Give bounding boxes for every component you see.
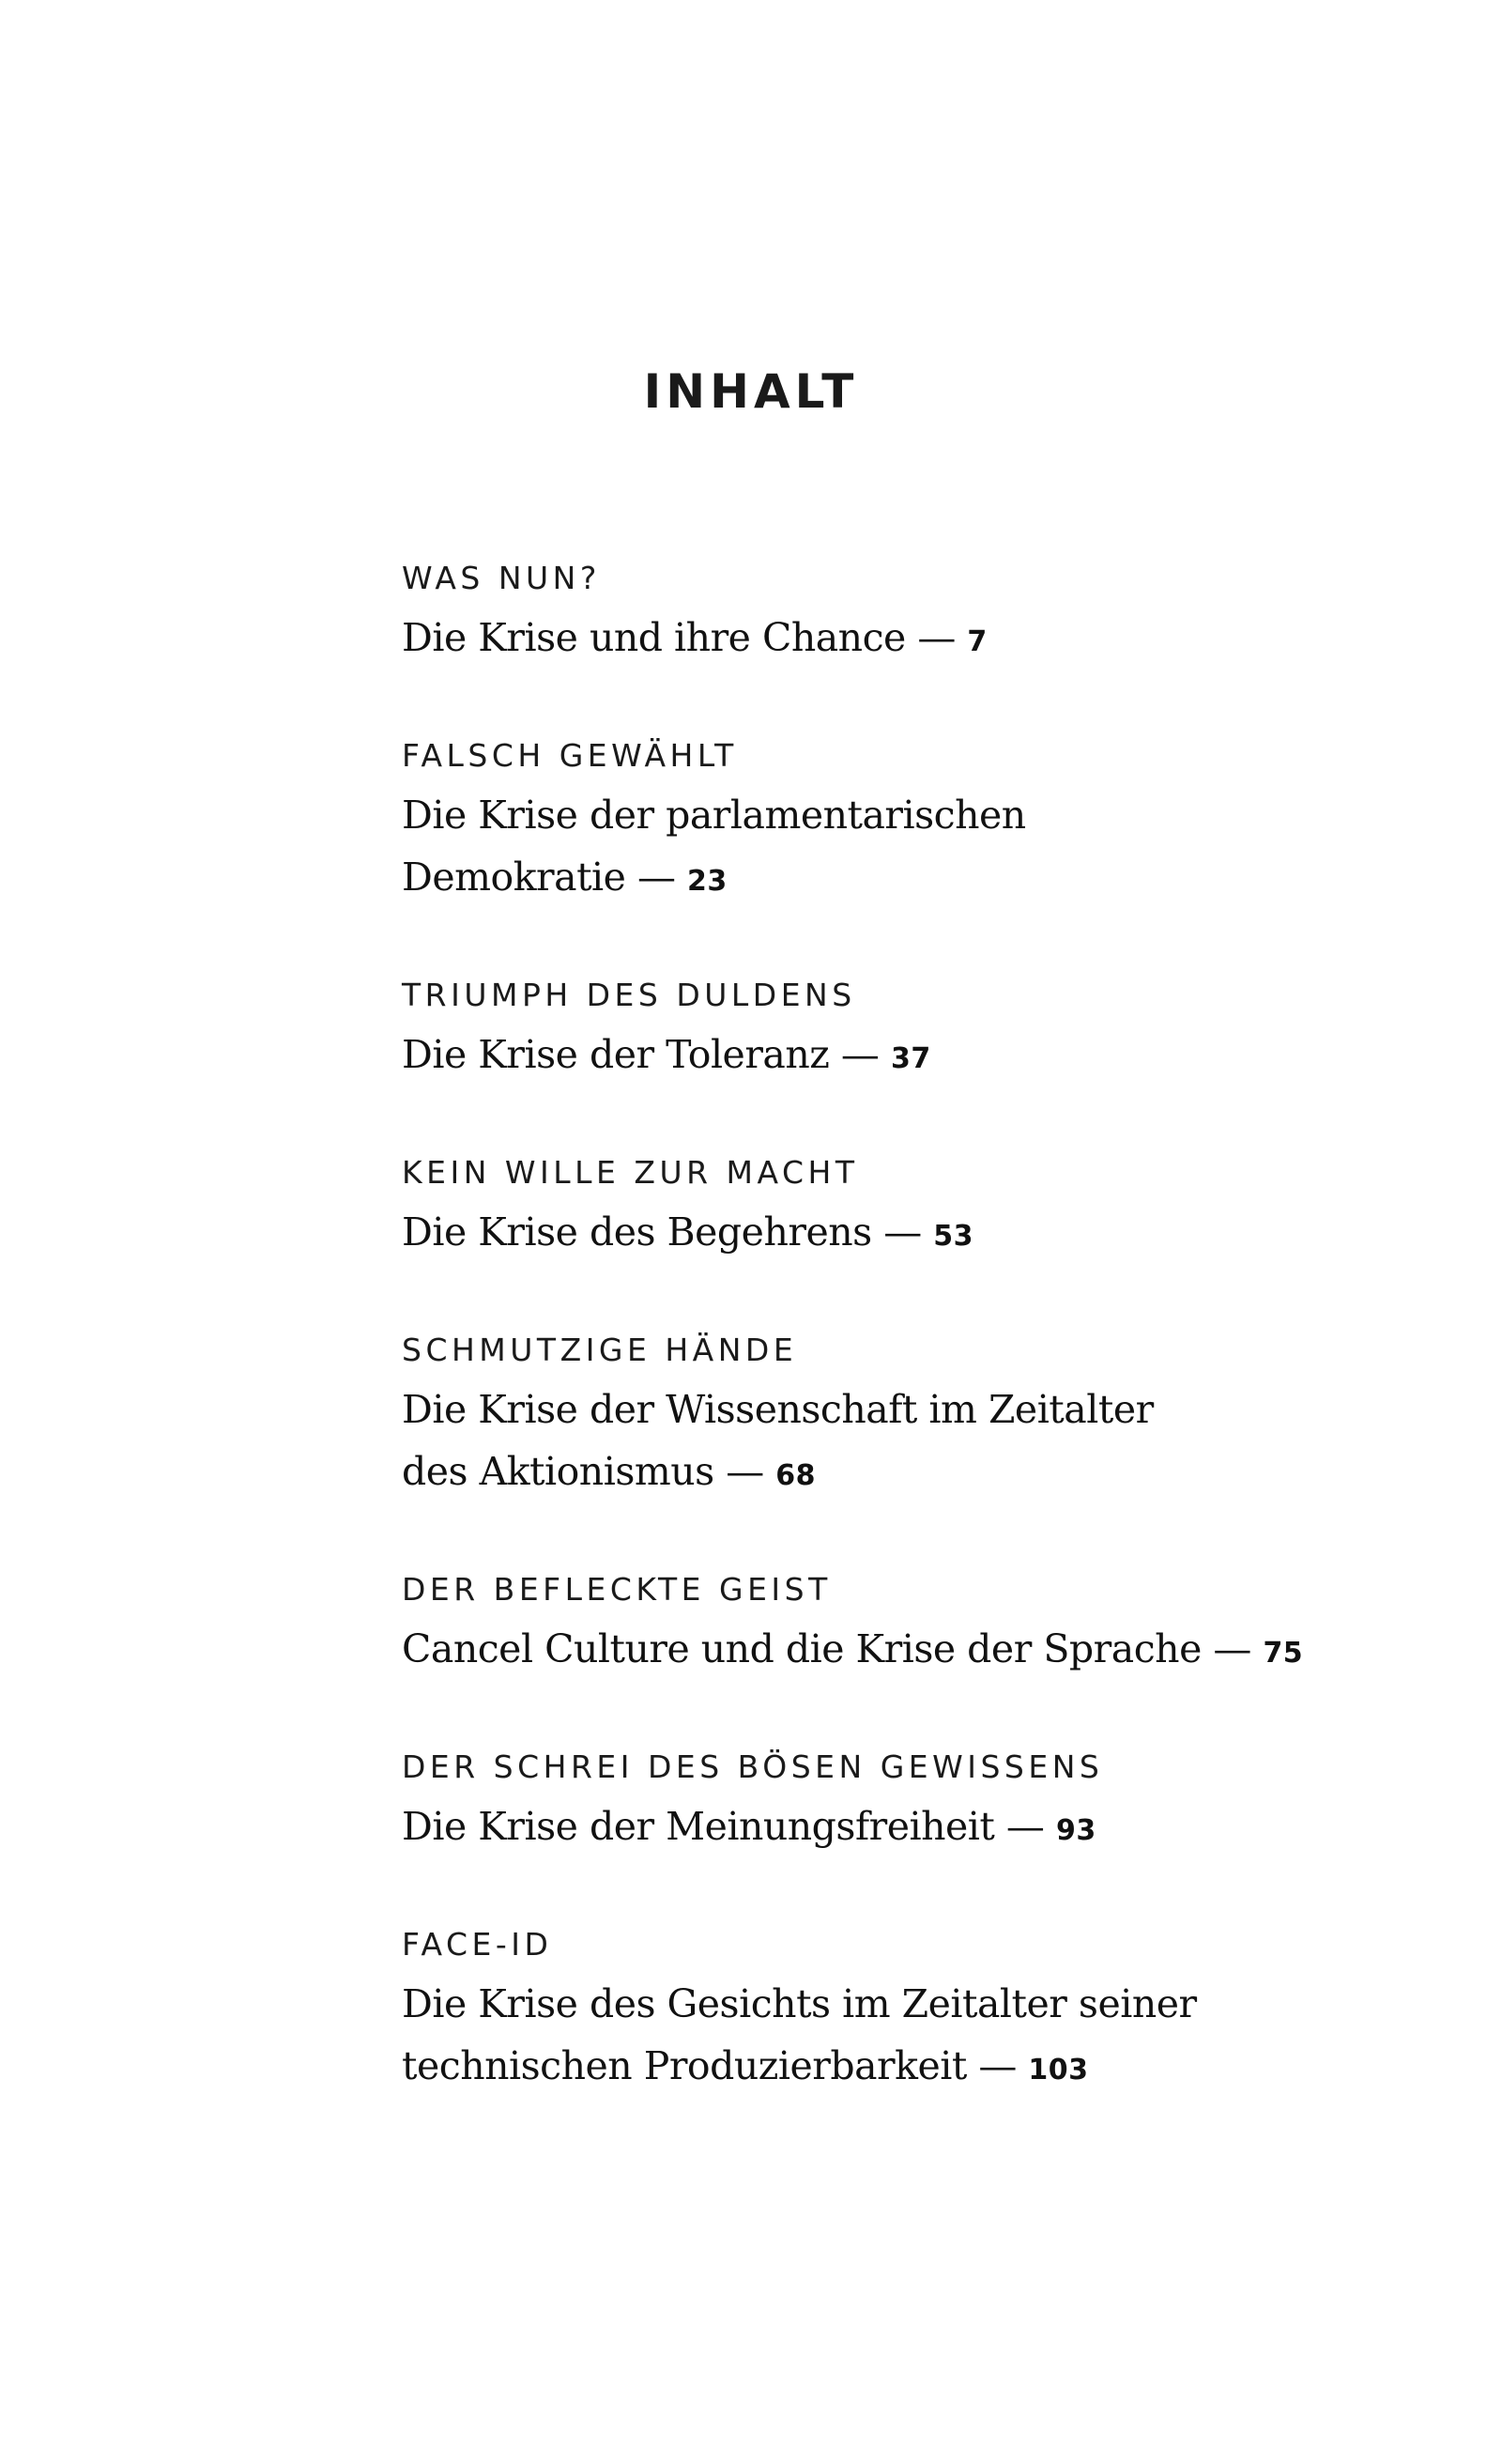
- entry-kicker: FALSCH GEWÄHLT: [402, 737, 738, 774]
- toc-title: INHALT: [643, 364, 859, 419]
- entry-title-line: Die Krise des Begehrens — 53: [402, 1209, 974, 1255]
- dash-separator: —: [883, 1209, 922, 1255]
- toc-entry[interactable]: [402, 1328, 1341, 1507]
- toc-entry[interactable]: [402, 1922, 1341, 2102]
- dash-separator: —: [917, 615, 956, 660]
- entry-kicker: SCHMUTZIGE HÄNDE: [402, 1332, 798, 1368]
- toc-entry[interactable]: [402, 1745, 1341, 1862]
- toc-entry[interactable]: [402, 1150, 1341, 1268]
- entry-kicker: FACE-ID: [402, 1926, 553, 1963]
- dash-separator: —: [840, 1032, 880, 1077]
- page-number: 68: [775, 1459, 817, 1492]
- dash-separator: —: [636, 855, 676, 900]
- entry-kicker: DER SCHREI DES BÖSEN GEWISSENS: [402, 1748, 1104, 1785]
- page-number: 103: [1028, 2054, 1089, 2087]
- toc-entry[interactable]: [402, 973, 1341, 1090]
- entry-title-line: Die Krise und ihre Chance — 7: [402, 615, 988, 660]
- page-number: 93: [1055, 1814, 1096, 1847]
- entry-title-line: Die Krise der Toleranz — 37: [402, 1032, 931, 1077]
- dash-separator: —: [726, 1449, 764, 1494]
- page-number: 75: [1263, 1637, 1304, 1670]
- page-number: 7: [967, 625, 988, 658]
- page-number: 23: [687, 865, 728, 898]
- toc-entry[interactable]: [402, 1567, 1341, 1685]
- entry-title-line: Die Krise der Meinungsfreiheit — 93: [402, 1804, 1096, 1849]
- toc-entry[interactable]: [402, 556, 1341, 673]
- dash-separator: —: [978, 2043, 1017, 2088]
- entry-kicker: TRIUMPH DES DULDENS: [402, 977, 856, 1013]
- entry-title-line: Die Krise der Wissenschaft im Zeitalter: [402, 1387, 1154, 1432]
- entry-kicker: DER BEFLECKTE GEIST: [402, 1571, 832, 1608]
- entry-title-line: Cancel Culture und die Krise der Sprache — 75: [402, 1626, 1304, 1671]
- entry-kicker: KEIN WILLE ZUR MACHT: [402, 1154, 859, 1191]
- toc-entry[interactable]: [402, 733, 1341, 913]
- page-number: 37: [890, 1042, 931, 1075]
- entry-title-line: Die Krise der parlamentarischen: [402, 793, 1026, 838]
- entry-title-line: technischen Produzierbarkeit — 103: [402, 2043, 1089, 2088]
- entry-title-line: des Aktionismus — 68: [402, 1449, 817, 1494]
- entry-kicker: WAS NUN?: [402, 560, 601, 596]
- dash-separator: —: [1005, 1804, 1045, 1849]
- entry-title-line: Die Krise des Gesichts im Zeitalter seiner: [402, 1981, 1197, 2026]
- dash-separator: —: [1213, 1626, 1251, 1671]
- page-number: 53: [933, 1220, 974, 1253]
- entry-title-line: Demokratie — 23: [402, 855, 728, 900]
- toc-list: [402, 556, 1341, 2162]
